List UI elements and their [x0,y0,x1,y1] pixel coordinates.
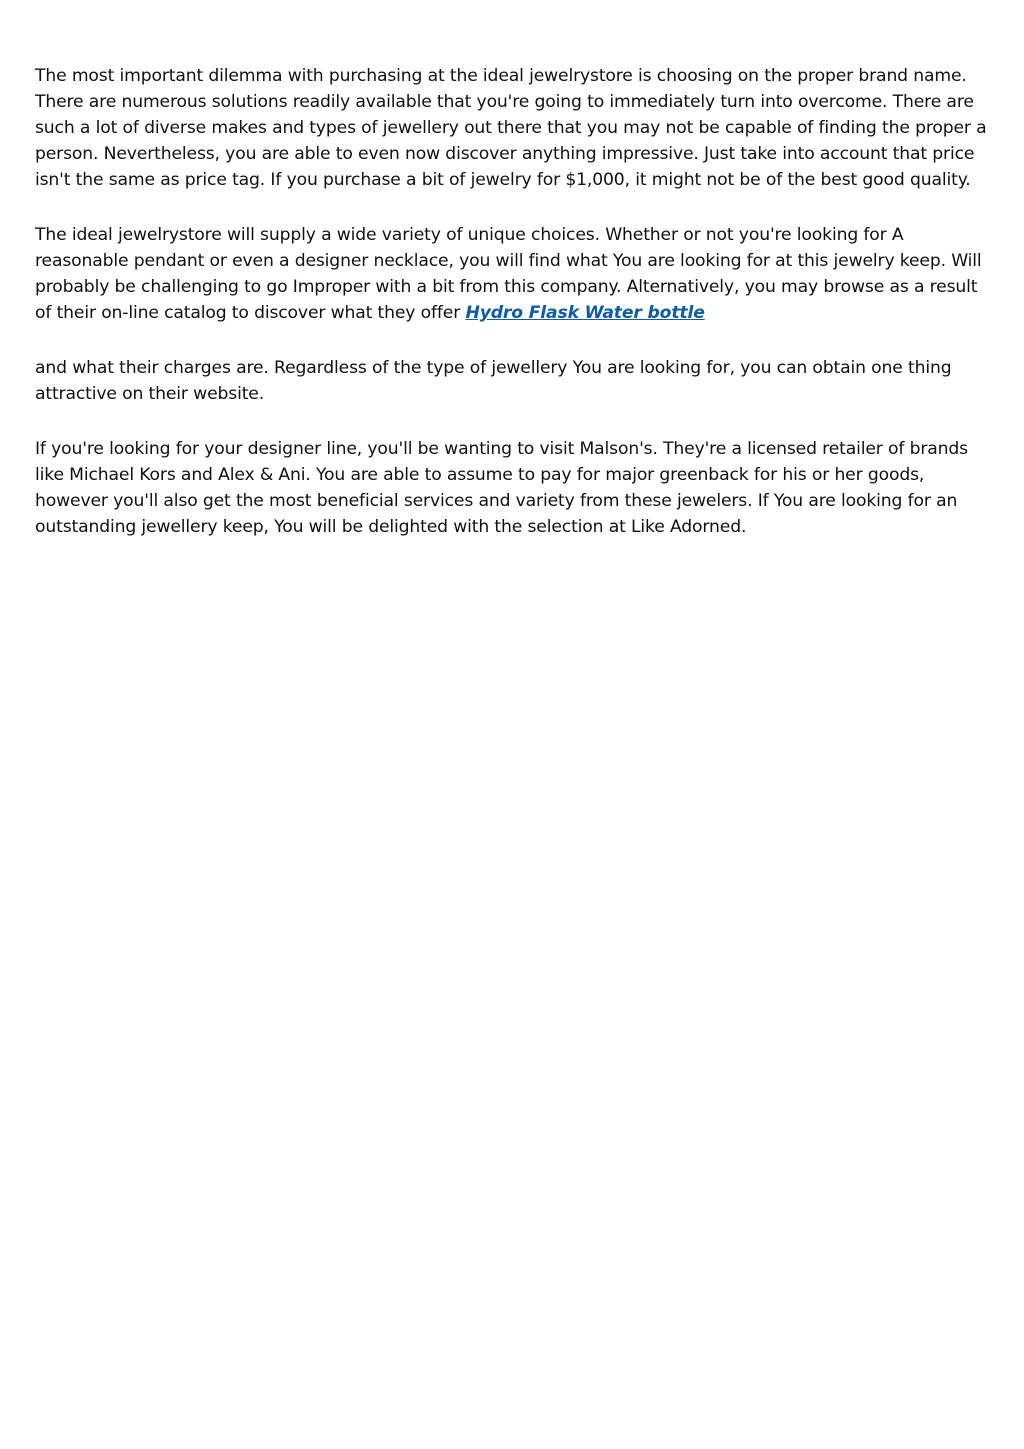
hydro-flask-link[interactable]: Hydro Flask Water bottle [465,303,705,323]
paragraph-2 [35,222,997,326]
paragraph-3: and what their charges are. Regardless of the type of jewellery You are looking for, you can obtain one thing attractive on their website. [35,358,952,404]
paragraph-1: The most important dilemma with purchasing at the ideal jewelrystore is choosing on the proper brand name. There are numerous solutions readily available that you're going to immediately turn into overcome. There are such a lot of diverse makes and types of jewellery out there that you may not be capable of finding the proper a person. Nevertheless, you are able to even now discover anything impressive. Just take into account that price isn't the same as price tag. If you purchase a bit of jewelry for $1,000, it might not be of the best good quality. [35,66,987,190]
paragraph-4: If you're looking for your designer line, you'll be wanting to visit Malson's. They're a licensed retailer of brands like Michael Kors and Alex & Ani. You are able to assume to pay for major greenback for his or her goods, however you'll also get the most beneficial services and variety from these jewelers. If You are looking for an outstanding jewellery keep, You will be delighted with the selection at Like Adorned. [35,439,968,537]
paragraph-2-text: The ideal jewelrystore will supply a wide variety of unique choices. Whether or not you're looking for A reasonable pendant or even a designer necklace, you will find what You are looking for at this jewelry keep. Will probably be challenging to go Improper with a bit from this company. Alternatively, you may browse as a result of their on-line catalog to discover what they offer [35,225,982,323]
document-page [35,63,997,569]
